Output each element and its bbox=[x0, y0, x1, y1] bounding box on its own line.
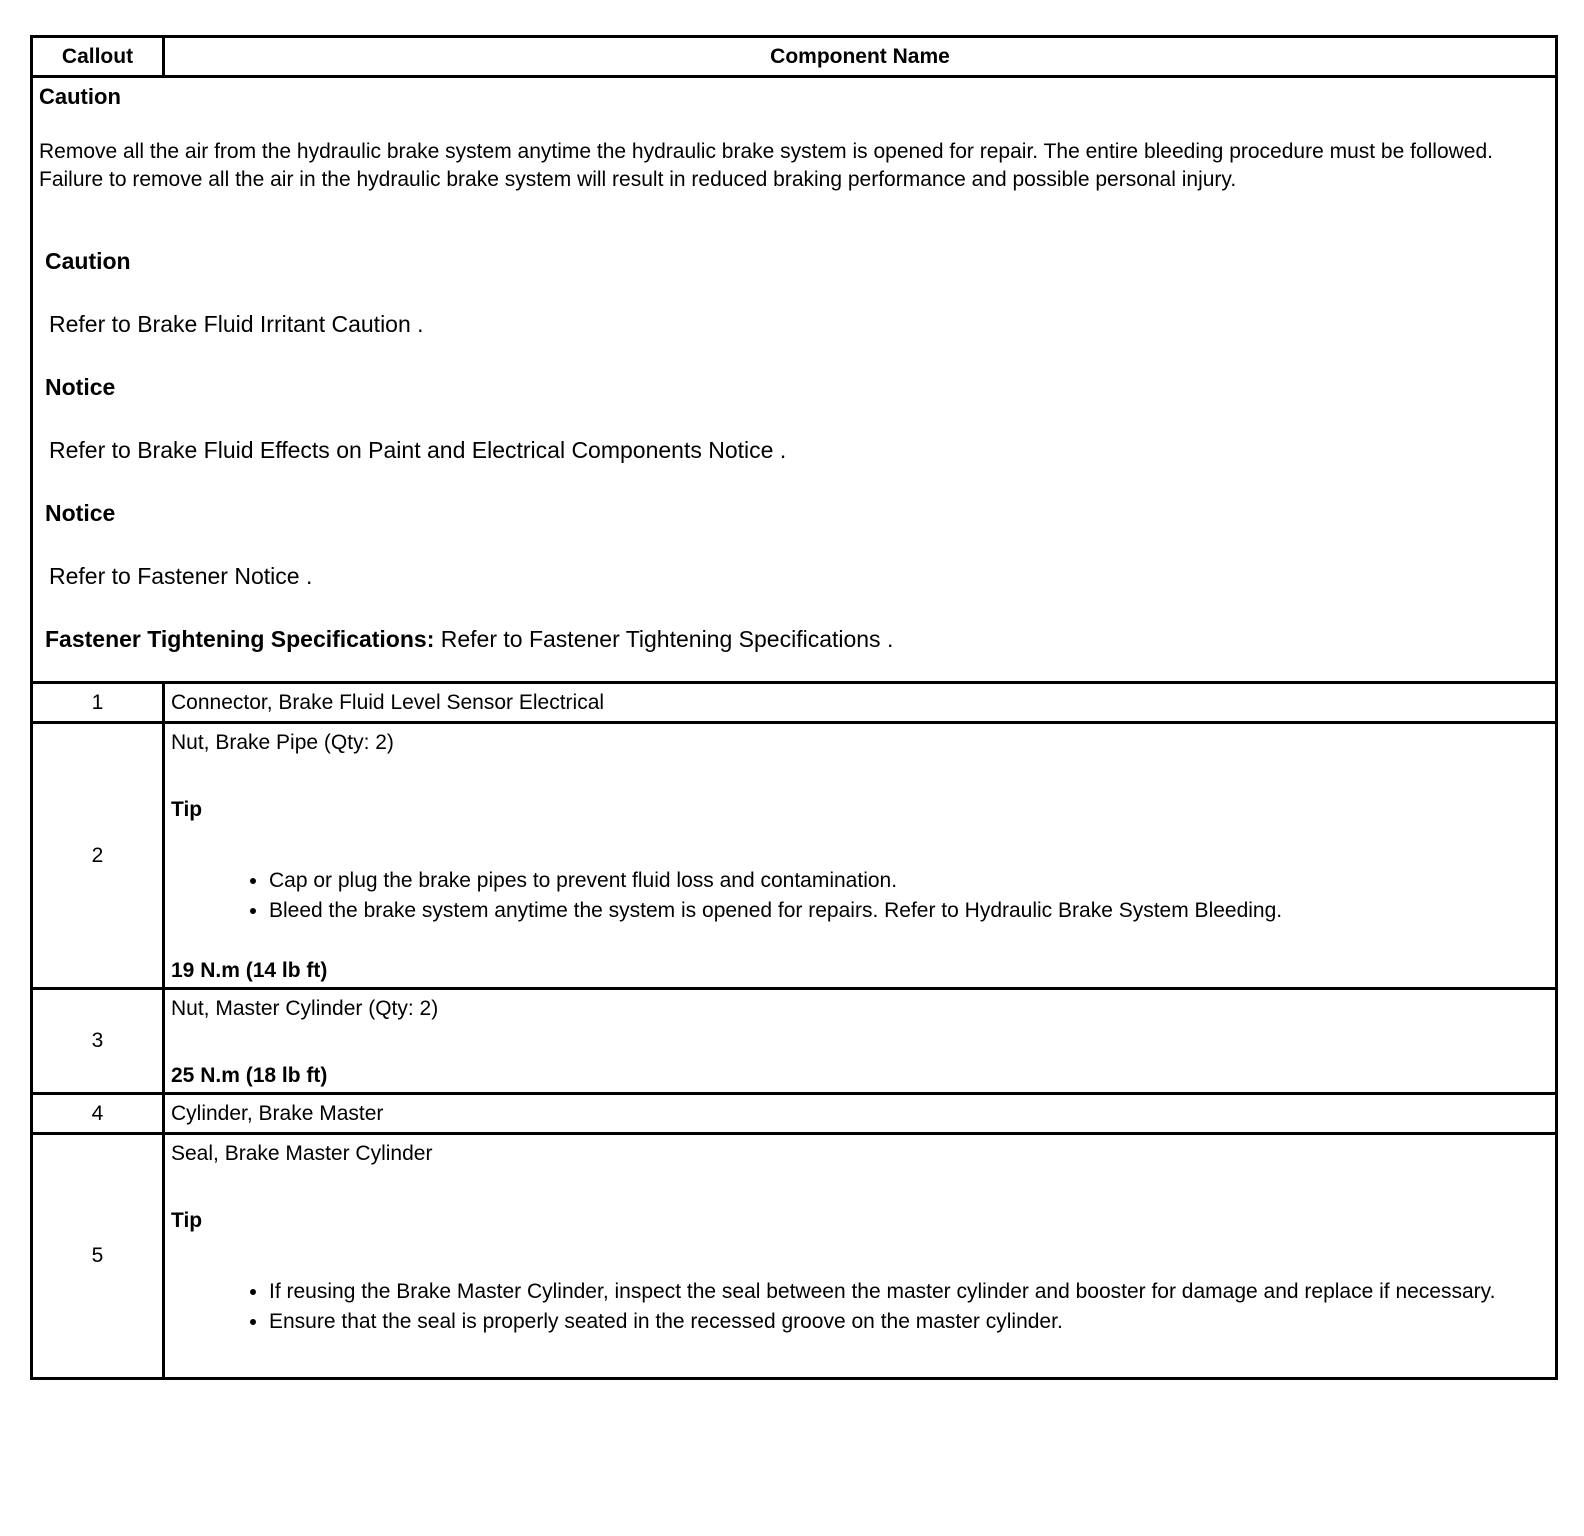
tip-label: Tip bbox=[171, 798, 203, 821]
callout-number: 3 bbox=[32, 989, 164, 1094]
fastener-spec-text: Refer to Fastener Tightening Specifications . bbox=[440, 626, 894, 652]
component-name: Nut, Master Cylinder (Qty: 2) bbox=[171, 997, 439, 1020]
tip-list bbox=[171, 1277, 1549, 1337]
tip-list bbox=[171, 866, 1549, 926]
component-name: Connector, Brake Fluid Level Sensor Electrical bbox=[164, 683, 1557, 723]
component-cell bbox=[164, 723, 1557, 989]
table-row bbox=[32, 989, 1557, 1094]
torque-spec: 25 N.m (18 lb ft) bbox=[171, 1064, 328, 1087]
notice-title-2: Notice bbox=[45, 500, 116, 526]
callout-number: 4 bbox=[32, 1094, 164, 1134]
intro-row bbox=[32, 77, 1557, 683]
component-table bbox=[30, 35, 1558, 1380]
fastener-spec-label: Fastener Tightening Specifications: bbox=[45, 626, 435, 652]
header-callout: Callout bbox=[32, 37, 164, 77]
component-name: Cylinder, Brake Master bbox=[164, 1094, 1557, 1134]
table-row bbox=[32, 683, 1557, 723]
list-item: • Cap or plug the brake pipes to prevent fluid loss and contamination. bbox=[269, 866, 1549, 896]
component-cell bbox=[164, 1134, 1557, 1379]
header-component-name: Component Name bbox=[164, 37, 1557, 77]
callout-number: 2 bbox=[32, 723, 164, 989]
component-cell bbox=[164, 989, 1557, 1094]
table-row bbox=[32, 1094, 1557, 1134]
tip-label: Tip bbox=[171, 1209, 203, 1232]
notice-text-1: Refer to Brake Fluid Effects on Paint and Electrical Components Notice . bbox=[49, 437, 787, 463]
caution-title: Caution bbox=[39, 84, 121, 109]
table-row bbox=[32, 1134, 1557, 1379]
list-item: • Bleed the brake system anytime the system is opened for repairs. Refer to Hydraulic Brake System Bleeding. bbox=[269, 896, 1549, 926]
fastener-spec bbox=[45, 626, 1549, 653]
callout-number: 5 bbox=[32, 1134, 164, 1379]
safety-notes bbox=[45, 248, 1549, 590]
intro-cell bbox=[32, 77, 1557, 683]
caution-text-2: Refer to Brake Fluid Irritant Caution . bbox=[49, 311, 424, 337]
list-item: • If reusing the Brake Master Cylinder, inspect the seal between the master cylinder and booster for damage and replace if necessary. bbox=[269, 1277, 1549, 1307]
notice-title-1: Notice bbox=[45, 374, 116, 400]
component-name: Seal, Brake Master Cylinder bbox=[171, 1142, 433, 1165]
callout-number: 1 bbox=[32, 683, 164, 723]
torque-spec: 19 N.m (14 lb ft) bbox=[171, 959, 328, 982]
caution-text: Remove all the air from the hydraulic brake system anytime the hydraulic brake system is opened for repair. The entire bleeding procedure must be followed. Failure to remove all the air in the hydraulic brake system will result in reduced braking performance and possible personal injury. bbox=[39, 140, 1494, 191]
table-header-row bbox=[32, 37, 1557, 77]
list-item: • Ensure that the seal is properly seated in the recessed groove on the master cylinder. bbox=[269, 1307, 1549, 1337]
caution-title-2: Caution bbox=[45, 248, 131, 274]
notice-text-2: Refer to Fastener Notice . bbox=[49, 563, 313, 589]
table-row bbox=[32, 723, 1557, 989]
component-name: Nut, Brake Pipe (Qty: 2) bbox=[171, 731, 394, 754]
